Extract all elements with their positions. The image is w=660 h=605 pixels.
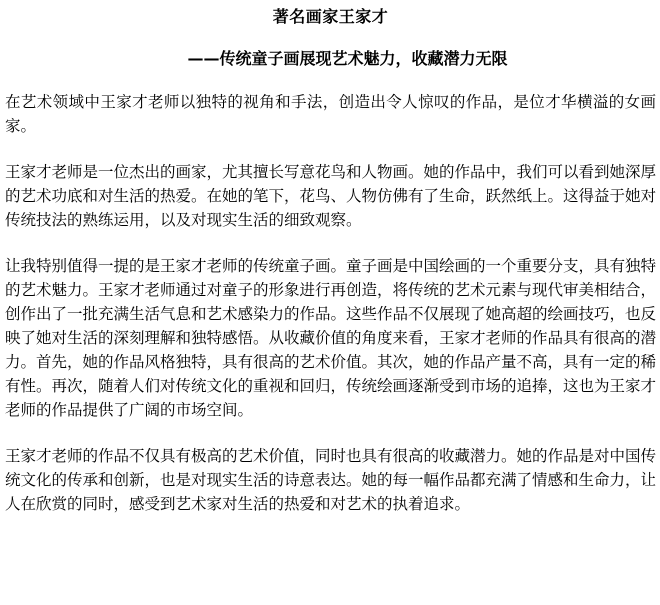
article-subtitle: ——传统童子画展现艺术魅力，收藏潜力无限: [187, 49, 508, 68]
paragraph-collection-value: 王家才老师的作品不仅具有极高的艺术价值，同时也具有很高的收藏潜力。她的作品是对中国传统文化的传承和创新，也是对现实生活的诗意表达。她的每一幅作品都充满了情感和生命力，让人在欣赏的同时，感受到艺术家对生活的热爱和对艺术的执着追求。: [5, 447, 657, 513]
paragraph-children-painting: 让我特别值得一提的是王家才老师的传统童子画。童子画是中国绘画的一个重要分支，具有独特的艺术魅力。王家才老师通过对童子的形象进行再创造，将传统的艺术元素与现代审美相结合，创作出了一批充满生活气息和艺术感染力的作品。这些作品不仅展现了她高超的绘画技巧，也反映了她对生活的深刻理解和独特感悟。从收藏价值的角度来看，王家才老师的作品具有很高的潜力。首先，她的作品风格独特，具有很高的艺术价值。其次，她的作品产量不高，具有一定的稀有性。再次，随着人们对传统文化的重视和回归，传统绘画逐渐受到市场的追捧，这也为王家才老师的作品提供了广阔的市场空间。: [5, 257, 657, 419]
paragraph-artist-style: 王家才老师是一位杰出的画家，尤其擅长写意花鸟和人物画。她的作品中，我们可以看到她深厚的艺术功底和对生活的热爱。在她的笔下，花鸟、人物仿佛有了生命，跃然纸上。这得益于她对传统技法的熟练运用，以及对现实生活的细致观察。: [5, 163, 657, 229]
article-title: 著名画家王家才: [272, 7, 389, 26]
paragraph-intro: 在艺术领域中王家才老师以独特的视角和手法，创造出令人惊叹的作品，是位才华横溢的女画家。: [5, 93, 656, 135]
